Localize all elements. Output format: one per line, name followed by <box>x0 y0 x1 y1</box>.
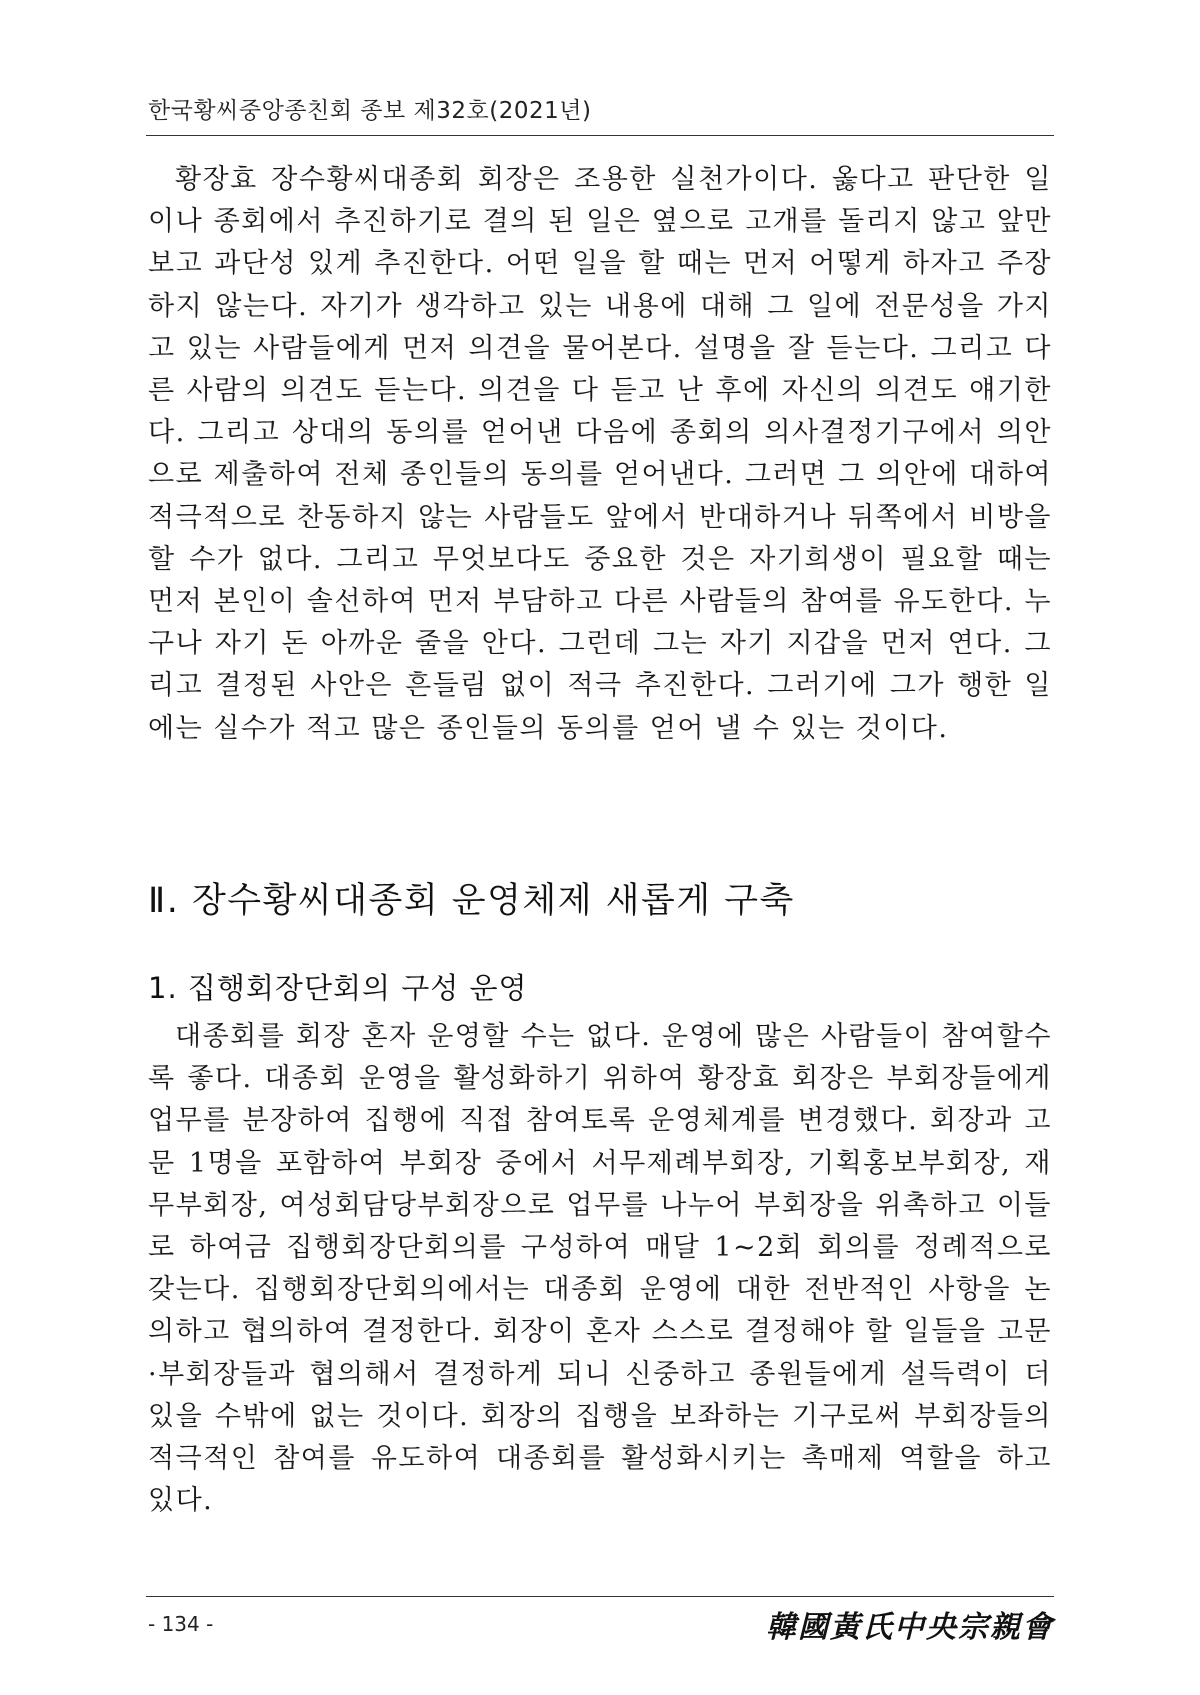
organization-logo-text: 韓國黃氏中央宗親會 <box>766 1610 1054 1645</box>
body-paragraph-2: 대종회를 회장 혼자 운영할 수는 없다. 운영에 많은 사람들이 참여할수록 좋다. 대종회 운영을 활성화하기 위하여 황장효 회장은 부회장들에게 업무를 분장하여 집행에 직접 참여토록 운영체계를 변경했다. 회장과 고문 1명을 포함하여 부회장 중에서 서무제례부회장, 기획홍보부회장, 재무부회장, 여성회담당부회장으로 업무를 나누어 부회장을 위촉하고 이들로 하여금 집행회장단회의를 구성하여 매달 1~2회 회의를 정례적으로 갖는다. 집행회장단회의에서는 대종회 운영에 대한 전반적인 사항을 논의하고 협의하여 결정한다. 회장이 혼자 스스로 결정해야 할 일들을 고문·부회장들과 협의해서 결정하게 되니 신중하고 종원들에게 설득력이 더 있을 수밖에 없는 것이다. 회장의 집행을 보좌하는 기구로써 부회장들의 적극적인 참여를 유도하여 대종회를 활성화시키는 촉매제 역할을 하고 있다. <box>148 1021 1052 1517</box>
running-header: 한국황씨중앙종친회 종보 제32호(2021년) <box>148 98 592 124</box>
body-paragraph-1: 황장효 장수황씨대종회 회장은 조용한 실천가이다. 옳다고 판단한 일이나 종회에서 추진하기로 결의 된 일은 옆으로 고개를 돌리지 않고 앞만 보고 과단성 있게 추진한다. 어떤 일을 할 때는 먼저 어떻게 하자고 주장하지 않는다. 자기가 생각하고 있는 내용에 대해 그 일에 전문성을 가지고 있는 사람들에게 먼저 의견을 물어본다. 설명을 잘 듣는다. 그리고 다른 사람의 의견도 듣는다. 의견을 다 듣고 난 후에 자신의 의견도 얘기한다. 그리고 상대의 동의를 얻어낸 다음에 종회의 의사결정기구에서 의안으로 제출하여 전체 종인들의 동의를 얻어낸다. 그러면 그 의안에 대하여 적극적으로 찬동하지 않는 사람들도 앞에서 반대하거나 뒤쪽에서 비방을 할 수가 없다. 그리고 무엇보다도 중요한 것은 자기희생이 필요할 때는 먼저 본인이 솔선하여 먼저 부담하고 다른 사람들의 참여를 유도한다. 누구나 자기 돈 아까운 줄을 안다. 그런데 그는 자기 지갑을 먼저 연다. 그리고 결정된 사안은 흔들림 없이 적극 추진한다. 그러기에 그가 행한 일에는 실수가 적고 많은 종인들의 동의를 얻어 낼 수 있는 것이다. <box>148 164 1052 744</box>
header-divider <box>146 135 1054 136</box>
footer-divider <box>146 1596 1054 1597</box>
subsection-heading: 1. 집행회장단회의 구성 운영 <box>148 971 528 1005</box>
section-heading: Ⅱ. 장수황씨대종회 운영체제 새롭게 구축 <box>148 881 795 921</box>
page-number: - 134 - <box>148 1612 214 1636</box>
